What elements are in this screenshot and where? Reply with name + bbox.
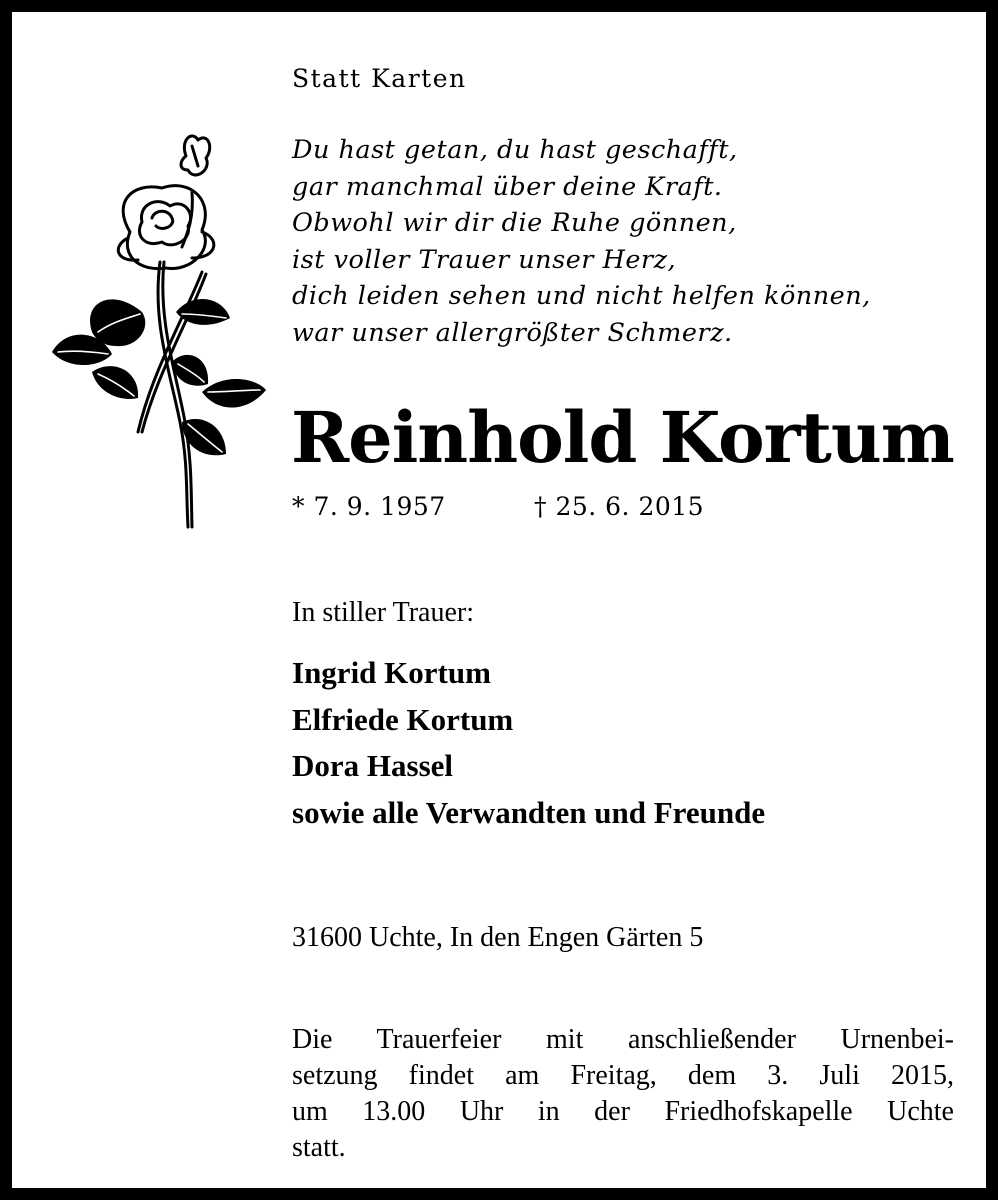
mourner-name: Ingrid Kortum: [292, 655, 491, 690]
funeral-line: Die Trauerfeier mit anschließender Urnenbei-: [292, 1024, 954, 1055]
birth-date: * 7. 9. 1957: [292, 492, 446, 521]
mourner-name: sowie alle Verwandten und Freunde: [292, 794, 766, 830]
poem-line: dich leiden sehen und nicht helfen können,: [292, 281, 871, 311]
poem-line: ist voller Trauer unser Herz,: [292, 244, 677, 275]
mourners-list: [292, 650, 765, 836]
poem-line: Obwohl wir dir die Ruhe gönnen,: [292, 208, 737, 238]
rose-illustration: [42, 122, 282, 532]
poem-line: Du hast getan, du hast geschafft,: [292, 135, 738, 165]
mourner-name: Dora Hassel: [292, 748, 454, 783]
funeral-notice: [292, 1022, 954, 1166]
statt-karten-header: Statt Karten: [292, 64, 467, 93]
death-date: † 25. 6. 2015: [534, 492, 705, 521]
funeral-line: um 13.00 Uhr in der Friedhofskapelle Uchte: [292, 1096, 954, 1127]
deceased-name: Reinhold Kortum: [291, 396, 954, 479]
mourner-name: Elfriede Kortum: [292, 701, 514, 737]
funeral-line: statt.: [292, 1132, 346, 1163]
memorial-poem: [292, 132, 871, 351]
funeral-line: setzung findet am Freitag, dem 3. Juli 2015,: [292, 1060, 954, 1091]
poem-line: gar manchmal über deine Kraft.: [292, 171, 723, 202]
address: 31600 Uchte, In den Engen Gärten 5: [292, 922, 704, 953]
poem-line: war unser allergrößter Schmerz.: [292, 317, 733, 348]
mourning-intro: In stiller Trauer:: [292, 597, 474, 628]
